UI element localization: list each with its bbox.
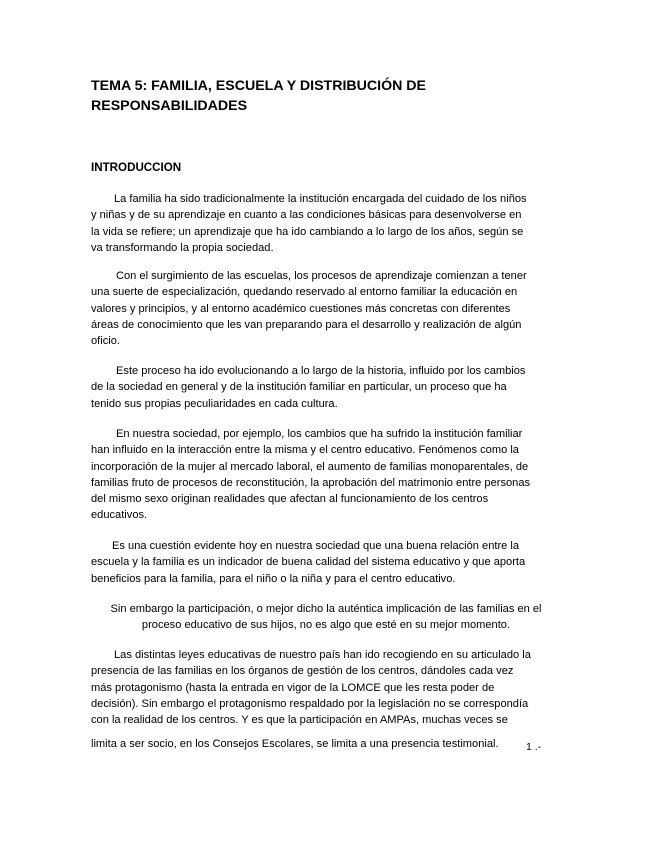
- paragraph-1: [91, 191, 561, 256]
- text-line: La familia ha sido tradicionalmente la institución encargada del cuidado de los niños: [114, 193, 527, 205]
- paragraph-3: [91, 363, 561, 412]
- title-line: RESPONSABILIDADES: [91, 98, 248, 114]
- text-line: escuela y la familia es un indicador de buena calidad del sistema educativo y que aporta: [91, 556, 526, 569]
- text-line: incorporación de la mujer al mercado laboral, el aumento de familias monoparentales, de: [91, 460, 529, 473]
- paragraph-6: [91, 601, 561, 634]
- text-line: áreas de conocimiento que les van preparando para el desarrollo y realización de algún: [91, 318, 522, 331]
- section-heading: INTRODUCCION: [91, 161, 182, 174]
- text-line: Con el surgimiento de las escuelas, los procesos de aprendizaje comienzan a tener: [116, 270, 527, 282]
- title-line: TEMA 5: FAMILIA, ESCUELA Y DISTRIBUCIÓN DE: [91, 78, 427, 94]
- page-number: 1 .-: [526, 741, 542, 753]
- text-line: valores y principios, y al entorno académico cuestiones más concretas con diferentes: [91, 302, 511, 315]
- text-line: va transformando la propia sociedad.: [91, 241, 274, 254]
- text-line: Sin embargo la participación, o mejor dicho la auténtica implicación de las familias en el: [110, 603, 542, 615]
- text-line: familias fruto de procesos de reconstitución, la aprobación del matrimonio entre personas: [91, 476, 531, 489]
- text-line: del mismo sexo originan realidades que afectan al funcionamiento de los centros: [91, 493, 489, 506]
- paragraph-7: [91, 647, 561, 728]
- paragraph-5: [91, 538, 561, 587]
- text-line: beneficios para la familia, para el niño o la niña y para el centro educativo.: [91, 572, 456, 585]
- text-line: En nuestra sociedad, por ejemplo, los cambios que ha sufrido la institución familiar: [116, 428, 523, 440]
- text-line: la vida se refiere; un aprendizaje que ha ido cambiando a lo largo de los años, según se: [91, 225, 524, 238]
- text-line: más protagonismo (hasta la entrada en vigor de la LOMCE que les resta poder de: [91, 681, 495, 694]
- final-text-line: limita a ser socio, en los Consejos Escolares, se limita a una presencia testimonial.: [91, 738, 499, 750]
- text-line: Las distintas leyes educativas de nuestro país han ido recogiendo en su articulado la: [114, 649, 531, 661]
- text-line: con la realidad de los centros. Y es que la participación en AMPAs, muchas veces se: [91, 714, 508, 727]
- text-line: tenido sus propias peculiaridades en cada cultura.: [91, 397, 338, 410]
- paragraph-2: [91, 268, 561, 349]
- text-line: Es una cuestión evidente hoy en nuestra sociedad que una buena relación entre la: [112, 540, 520, 552]
- paragraph-4: [91, 426, 561, 524]
- text-line: han influido en la interacción entre la misma y el centro educativo. Fenómenos como la: [91, 444, 519, 457]
- text-line: oficio.: [91, 335, 120, 348]
- text-line: de la sociedad en general y de la institución familiar en particular, un proceso que ha: [91, 381, 507, 394]
- text-line: proceso educativo de sus hijos, no es algo que esté en su mejor momento.: [141, 619, 511, 632]
- text-line: presencia de las familias en los órganos de gestión de los centros, dándoles cada vez: [91, 665, 514, 678]
- text-line: educativos.: [91, 509, 148, 522]
- document-title: [91, 76, 561, 116]
- text-line: decisión). Sin embargo el protagonismo respaldado por la legislación no se correspondía: [91, 697, 529, 710]
- text-line: una suerte de especialización, quedando reservado al entorno familiar la educación en: [91, 286, 518, 299]
- text-line: Este proceso ha ido evolucionando a lo largo de la historia, influido por los cambios: [116, 365, 526, 377]
- text-line: y niñas y de su aprendizaje en cuanto a las condiciones básicas para desenvolverse en: [91, 209, 522, 222]
